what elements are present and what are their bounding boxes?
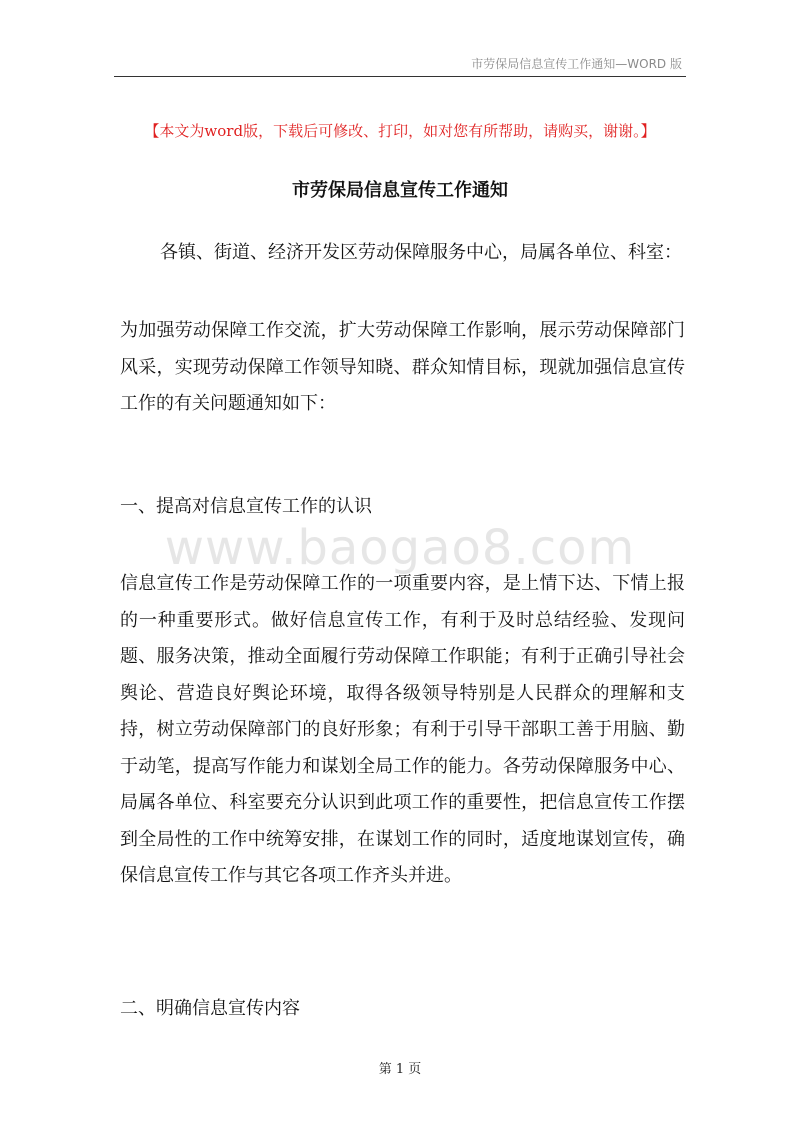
section2-heading: 二、明确信息宣传内容 (120, 998, 300, 1019)
intro-paragraph: 为加强劳动保障工作交流，扩大劳动保障工作影响，展示劳动保障部门风采，实现劳动保障工作领导知晓、群众知情目标，现就加强信息宣传工作的有关问题通知如下： (120, 320, 685, 414)
header-rule (114, 76, 686, 77)
document-title: 市劳保局信息宣传工作通知 (292, 180, 508, 201)
watermark: www.baogao8.com (164, 520, 636, 576)
section1-paragraph: 信息宣传工作是劳动保障工作的一项重要内容，是上情下达、下情上报的一种重要形式。做好信息宣传工作，有利于及时总结经验、发现问题、服务决策，推动全面履行劳动保障工作职能；有利于正确引导社会舆论、营造良好舆论环境，取得各级领导特别是人民群众的理解和支持，树立劳动保障部门的良好形象；有利于引导干部职工善于用脑、勤于动笔，提高写作能力和谋划全局工作的能力。各劳动保障服务中心、局属各单位、科室要充分认识到此项工作的重要性，把信息宣传工作摆到全局性的工作中统筹安排，在谋划工作的同时，适度地谋划宣传，确保信息宣传工作与其它各项工作齐头并进。 (120, 573, 685, 886)
salutation: 各镇、街道、经济开发区劳动保障服务中心，局属各单位、科室： (160, 242, 682, 263)
running-header: 市劳保局信息宣传工作通知—WORD 版 (471, 57, 682, 71)
page-number: 第 1 页 (378, 1062, 422, 1077)
section1-heading: 一、提高对信息宣传工作的认识 (120, 496, 372, 517)
purchase-notice: 【本文为word版，下载后可修改、打印，如对您有所帮助，请购买，谢谢。】 (144, 122, 656, 140)
